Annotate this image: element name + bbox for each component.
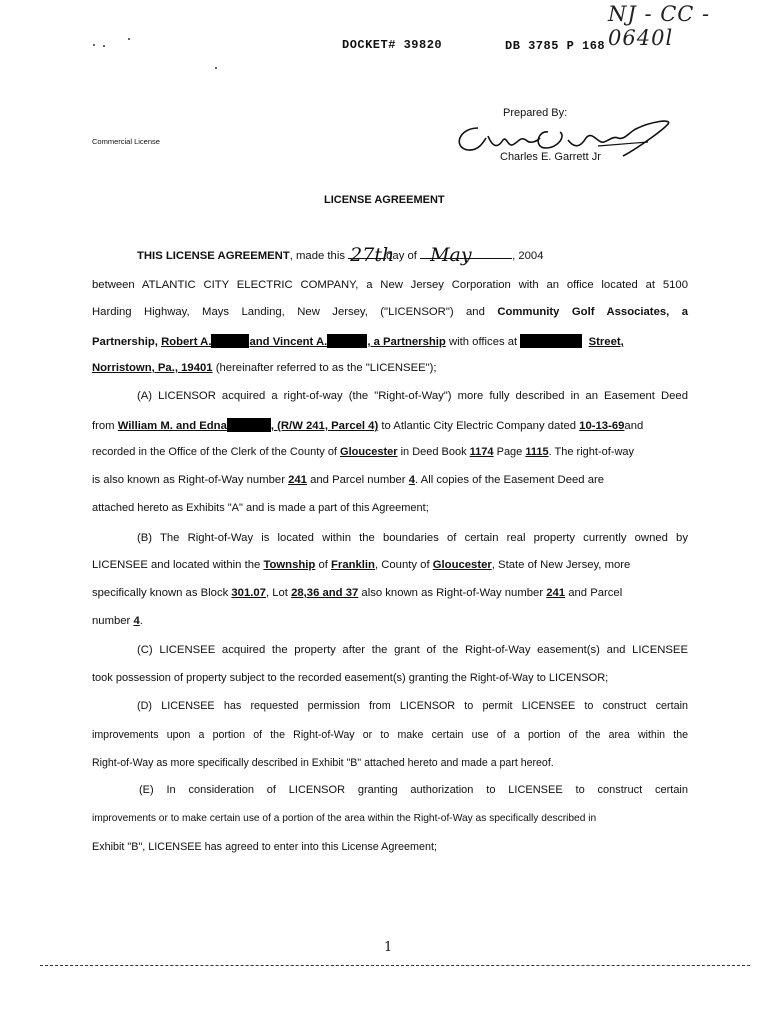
grantor-name: William M. and Edna bbox=[117, 420, 227, 432]
para-b-line-4 bbox=[92, 615, 688, 627]
agreement-lead: THIS LICENSE AGREEMENT bbox=[137, 250, 290, 262]
scan-speck bbox=[103, 45, 105, 47]
prepared-by-label: Prepared By: bbox=[503, 107, 568, 119]
para-d-line-1: (D) LICENSEE has requested permission from LICENSOR to permit LICENSEE to construct certain bbox=[137, 700, 688, 712]
para-e-line-2: improvements or to make certain use of a portion of the area within the Right-of-Way as specifically described in bbox=[92, 813, 597, 824]
copies-text: . All copies of the Easement Deed are bbox=[415, 474, 605, 486]
intro-line bbox=[137, 244, 544, 266]
para-a-line-3 bbox=[92, 446, 688, 458]
lot-numbers: 28,36 and 37 bbox=[291, 587, 359, 599]
page-number: 1 bbox=[384, 940, 393, 955]
para-c-line-2: took possession of property subject to the recorded easement(s) granting the Right-of-Way to LICENSOR; bbox=[92, 672, 609, 684]
redaction bbox=[211, 334, 249, 348]
street-text: Street, bbox=[588, 336, 624, 348]
recorded-text: recorded in the Office of the Clerk of the County of bbox=[92, 446, 341, 458]
lot-text: , Lot bbox=[265, 587, 292, 599]
intro-line-2 bbox=[92, 306, 688, 318]
deed-book-text: in Deed Book bbox=[397, 446, 470, 458]
made-this-text: , made this bbox=[289, 250, 345, 262]
rw-parcel: , (R/W 241, Parcel 4) bbox=[270, 420, 379, 432]
county-name: Gloucester bbox=[340, 446, 398, 458]
county-of-text: , County of bbox=[374, 559, 433, 571]
year-text: , 2004 bbox=[512, 250, 544, 262]
intro-line-2-text: Harding Highway, Mays Landing, New Jersey, ("LICENSOR") and bbox=[92, 306, 498, 318]
redaction bbox=[227, 418, 271, 432]
corner-stamp: NJ - CC - 0640l bbox=[608, 2, 711, 50]
intro-line-4 bbox=[92, 362, 688, 374]
partner-vincent: and Vincent A. bbox=[249, 336, 328, 348]
parcel-number-text: and Parcel number bbox=[306, 474, 409, 486]
deed-book-page: DB 3785 P 168 bbox=[505, 39, 606, 53]
page-text: Page bbox=[493, 446, 526, 458]
para-b-line-3 bbox=[92, 587, 688, 599]
period: . bbox=[139, 615, 143, 627]
right-of-way-text: . The right-of-way bbox=[548, 446, 635, 458]
offices-at-text: with offices at bbox=[445, 336, 521, 348]
hereinafter-text: (hereinafter referred to as the "LICENSEE"); bbox=[212, 362, 437, 374]
township-name: Franklin bbox=[331, 559, 375, 571]
bottom-scan-line bbox=[40, 965, 750, 966]
licensee-name: Community Golf Associates, a bbox=[497, 306, 688, 318]
document-title: LICENSE AGREEMENT bbox=[324, 194, 445, 206]
number-text: number bbox=[92, 615, 134, 627]
day-blank bbox=[348, 244, 395, 266]
scan-speck bbox=[93, 44, 95, 46]
parcel-number-b: 4 bbox=[133, 615, 140, 627]
block-number: 301.07 bbox=[231, 587, 266, 599]
county-name-b: Gloucester bbox=[432, 559, 492, 571]
parcel-number: 4 bbox=[408, 474, 415, 486]
redaction bbox=[520, 334, 582, 348]
licensee-located-text: LICENSEE and located within the bbox=[92, 559, 264, 571]
license-type: Commercial License bbox=[92, 137, 160, 146]
para-a-line-4 bbox=[92, 474, 688, 486]
para-a-line-2 bbox=[92, 418, 688, 432]
intro-line-3 bbox=[92, 334, 688, 348]
partnership-label: Partnership, bbox=[92, 336, 162, 348]
of-text: of bbox=[315, 559, 332, 571]
para-a-line-1: (A) LICENSOR acquired a right-of-way (the "Right-of-Way") more fully described in an Easement Deed bbox=[137, 390, 688, 402]
para-c-line-1: (C) LICENSEE acquired the property after the grant of the Right-of-Way easement(s) and LICENSEE bbox=[137, 644, 688, 656]
township-label: Township bbox=[263, 559, 316, 571]
para-d-line-2: improvements upon a portion of the Right-of-Way or to make certain use of a portion of the area within the bbox=[92, 729, 688, 741]
deed-date: 10-13-69 bbox=[579, 420, 625, 432]
preparer-name: Charles E. Garrett Jr bbox=[500, 151, 601, 163]
scan-speck bbox=[128, 38, 130, 40]
also-known-text: also known as Right-of-Way number bbox=[358, 587, 547, 599]
and-parcel-text: and Parcel bbox=[565, 587, 623, 599]
day-handwritten: 27th bbox=[350, 244, 395, 266]
block-text: specifically known as Block bbox=[92, 587, 232, 599]
licensee-address: Norristown, Pa., 19401 bbox=[92, 362, 213, 374]
state-text: , State of New Jersey, more bbox=[491, 559, 631, 571]
from-text: from bbox=[92, 420, 118, 432]
scan-speck bbox=[215, 67, 217, 69]
para-b-line-1: (B) The Right-of-Way is located within the boundaries of certain real property currently owned by bbox=[137, 532, 688, 544]
intro-line-1: between ATLANTIC CITY ELECTRIC COMPANY, a New Jersey Corporation with an office located at 5100 bbox=[92, 279, 688, 291]
partner-robert: Robert A. bbox=[161, 336, 212, 348]
and-text: and bbox=[624, 420, 644, 432]
para-e-line-1: (E) In consideration of LICENSOR granting authorization to LICENSEE to construct certain bbox=[139, 784, 688, 796]
partnership-text: , a Partnership bbox=[367, 336, 446, 348]
month-handwritten: May bbox=[430, 244, 472, 266]
month-blank bbox=[420, 244, 512, 266]
para-d-line-3: Right-of-Way as more specifically described in Exhibit "B" attached hereto and made a part hereof. bbox=[92, 757, 554, 769]
para-b-line-2 bbox=[92, 559, 688, 571]
day-of-text: day of bbox=[386, 250, 417, 262]
to-company-text: to Atlantic City Electric Company dated bbox=[378, 420, 580, 432]
deed-page-number: 1115 bbox=[525, 446, 549, 458]
rw-number: 241 bbox=[288, 474, 307, 486]
para-e-line-3: Exhibit "B", LICENSEE has agreed to enter into this License Agreement; bbox=[92, 841, 437, 853]
redaction bbox=[327, 334, 367, 348]
rw-number-b: 241 bbox=[546, 587, 566, 599]
known-as-text: is also known as Right-of-Way number bbox=[92, 474, 289, 486]
docket-number: DOCKET# 39820 bbox=[342, 38, 443, 52]
para-a-line-5: attached hereto as Exhibits "A" and is made a part of this Agreement; bbox=[92, 502, 429, 514]
deed-book-number: 1174 bbox=[469, 446, 494, 458]
